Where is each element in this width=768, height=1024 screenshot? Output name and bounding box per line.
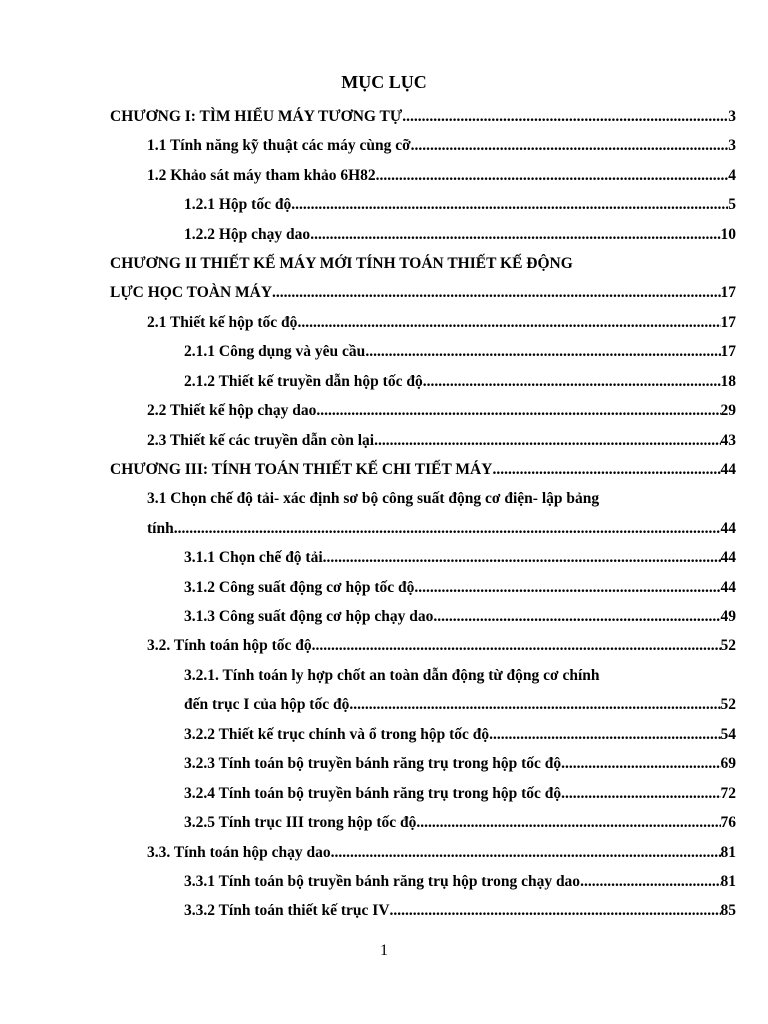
toc-entry-2-3 [147, 432, 736, 458]
toc-entry-page: 49 [720, 608, 736, 625]
dot-leader [374, 432, 720, 450]
dot-leader [331, 844, 721, 862]
toc-entry-text: 1.2 Khảo sát máy tham khảo 6H82 [147, 167, 376, 184]
toc-entry-3-2-4 [184, 785, 736, 811]
toc-entry-text: CHƯƠNG I: TÌM HIỂU MÁY TƯƠNG TỰ [110, 108, 403, 125]
toc-entry-page: 72 [720, 785, 736, 802]
toc-entry-page: 69 [720, 755, 736, 772]
toc-entry-3-1-1 [184, 549, 736, 575]
toc-entry-page: 44 [720, 520, 736, 537]
toc-entry-text: 3.2.5 Tính trục III trong hộp tốc độ [184, 814, 417, 831]
toc-entry-page: 18 [720, 373, 736, 390]
dot-leader [316, 402, 720, 420]
toc-entry-text: 3.1 Chọn chế độ tải- xác định sơ bộ công suất động cơ điện- lập bảng [147, 490, 600, 507]
toc-entry-text: 3.1.2 Công suất động cơ hộp tốc độ [184, 579, 415, 596]
dot-leader [310, 226, 720, 244]
toc-entry-3-3-2 [184, 902, 736, 928]
dot-leader [580, 873, 720, 891]
dot-leader [411, 137, 729, 155]
toc-entry-text: 3.2.3 Tính toán bộ truyền bánh răng trụ trong hộp tốc độ [184, 755, 562, 772]
toc-entry-page: 85 [720, 902, 736, 919]
toc-entry-page: 43 [720, 432, 736, 449]
toc-entry-page: 3 [728, 137, 736, 154]
dot-leader [291, 196, 728, 214]
dot-leader [561, 755, 720, 773]
toc-entry-3-1-line-2 [147, 520, 736, 546]
toc-entry-text: 3.3.2 Tính toán thiết kế trục IV [184, 902, 390, 919]
toc-entry-page: 81 [720, 873, 736, 890]
dot-leader [272, 284, 720, 302]
toc-entry-page: 17 [720, 284, 736, 301]
toc-entry-chapter-2-line-1 [110, 255, 736, 281]
toc-entry-chapter-1 [110, 108, 736, 134]
dot-leader [376, 167, 729, 185]
toc-entry-3-3-1 [184, 873, 736, 899]
dot-leader [297, 314, 720, 332]
dot-leader [423, 373, 721, 391]
toc-entry-1-2 [147, 167, 736, 193]
toc-entry-3-2-3 [184, 755, 736, 781]
toc-entry-text: 2.2 Thiết kế hộp chạy dao [147, 402, 317, 419]
toc-entry-text: 3.3. Tính toán hộp chạy dao [147, 844, 331, 861]
toc-entry-page: 3 [728, 108, 736, 125]
dot-leader [349, 696, 720, 714]
toc-entry-chapter-3 [110, 461, 736, 487]
dot-leader [390, 902, 721, 920]
dot-leader [174, 520, 721, 538]
toc-entry-text: 1.1 Tính năng kỹ thuật các máy cùng cỡ [147, 137, 411, 154]
toc-entry-1-1 [147, 137, 736, 163]
dot-leader [402, 108, 728, 126]
toc-entry-3-2-1-line-2 [184, 696, 736, 722]
toc-entry-text: 1.2.1 Hộp tốc độ [184, 196, 292, 213]
toc-entry-3-2 [147, 637, 736, 663]
toc-entry-text: 2.1.1 Công dụng và yêu cầu [184, 343, 366, 360]
dot-leader [416, 814, 720, 832]
toc-entry-chapter-2-line-2 [110, 284, 736, 310]
toc-entry-text: 2.1 Thiết kế hộp tốc độ [147, 314, 298, 331]
toc-entry-page: 17 [720, 314, 736, 331]
toc-entry-page: 81 [720, 844, 736, 861]
toc-entry-3-3 [147, 844, 736, 870]
toc-entry-page: 44 [720, 549, 736, 566]
dot-leader [433, 608, 720, 626]
toc-entry-text: 3.2.1. Tính toán ly hợp chốt an toàn dẫn động từ động cơ chính [184, 667, 600, 684]
toc-entry-page: 44 [720, 461, 736, 478]
page-title: MỤC LỤC [341, 72, 427, 92]
toc-entry-page: 4 [728, 167, 736, 184]
toc-entry-text: 3.3.1 Tính toán bộ truyền bánh răng trụ hộp trong chạy dao [184, 873, 581, 890]
toc-entry-page: 52 [720, 696, 736, 713]
toc-entry-text: LỰC HỌC TOÀN MÁY [110, 284, 273, 301]
toc-entry-text: 1.2.2 Hộp chạy dao [184, 226, 311, 243]
toc-entry-3-1-line-1 [147, 490, 736, 516]
toc-entry-2-1-2 [184, 373, 736, 399]
toc-entry-text: 2.3 Thiết kế các truyền dẫn còn lại [147, 432, 375, 449]
toc-entry-page: 10 [720, 226, 736, 243]
dot-leader [323, 549, 721, 567]
toc-entry-2-1 [147, 314, 736, 340]
toc-entry-page: 44 [720, 579, 736, 596]
toc-entry-text: tính [147, 520, 174, 537]
page-number: 1 [380, 942, 388, 959]
toc-entry-2-1-1 [184, 343, 736, 369]
toc-entry-3-2-2 [184, 726, 736, 752]
dot-leader [312, 637, 721, 655]
toc-entry-page: 52 [720, 637, 736, 654]
toc-entry-page: 5 [728, 196, 736, 213]
toc-entry-1-2-1 [184, 196, 736, 222]
toc-entry-text: 3.2.2 Thiết kế trục chính và ổ trong hộp tốc độ [184, 726, 490, 743]
toc-entry-3-2-5 [184, 814, 736, 840]
toc-entry-1-2-2 [184, 226, 736, 252]
toc-entry-3-1-3 [184, 608, 736, 634]
toc-entry-page: 17 [720, 343, 736, 360]
toc-entry-text: 2.1.2 Thiết kế truyền dẫn hộp tốc độ [184, 373, 423, 390]
toc-entry-text: 3.2.4 Tính toán bộ truyền bánh răng trụ trong hộp tốc độ [184, 785, 562, 802]
toc-entry-text: CHƯƠNG II THIẾT KẾ MÁY MỚI TÍNH TOÁN THIẾT KẾ ĐỘNG [110, 255, 573, 272]
toc-entry-page: 29 [720, 402, 736, 419]
toc-entry-3-1-2 [184, 579, 736, 605]
toc-entry-2-2 [147, 402, 736, 428]
dot-leader [414, 579, 720, 597]
toc-entry-text: CHƯƠNG III: TÍNH TOÁN THIẾT KẾ CHI TIẾT MÁY [110, 461, 493, 478]
dot-leader [489, 726, 720, 744]
toc-entry-page: 76 [720, 814, 736, 831]
toc-entry-3-2-1-line-1 [184, 667, 736, 693]
dot-leader [561, 785, 720, 803]
toc-entry-page: 54 [720, 726, 736, 743]
toc-entry-text: 3.1.3 Công suất động cơ hộp chạy dao [184, 608, 434, 625]
toc-entry-text: 3.1.1 Chọn chế độ tải [184, 549, 323, 566]
toc-entry-text: 3.2. Tính toán hộp tốc độ [147, 637, 312, 654]
dot-leader [365, 343, 720, 361]
toc-entry-text: đến trục I của hộp tốc độ [184, 696, 350, 713]
dot-leader [492, 461, 720, 479]
